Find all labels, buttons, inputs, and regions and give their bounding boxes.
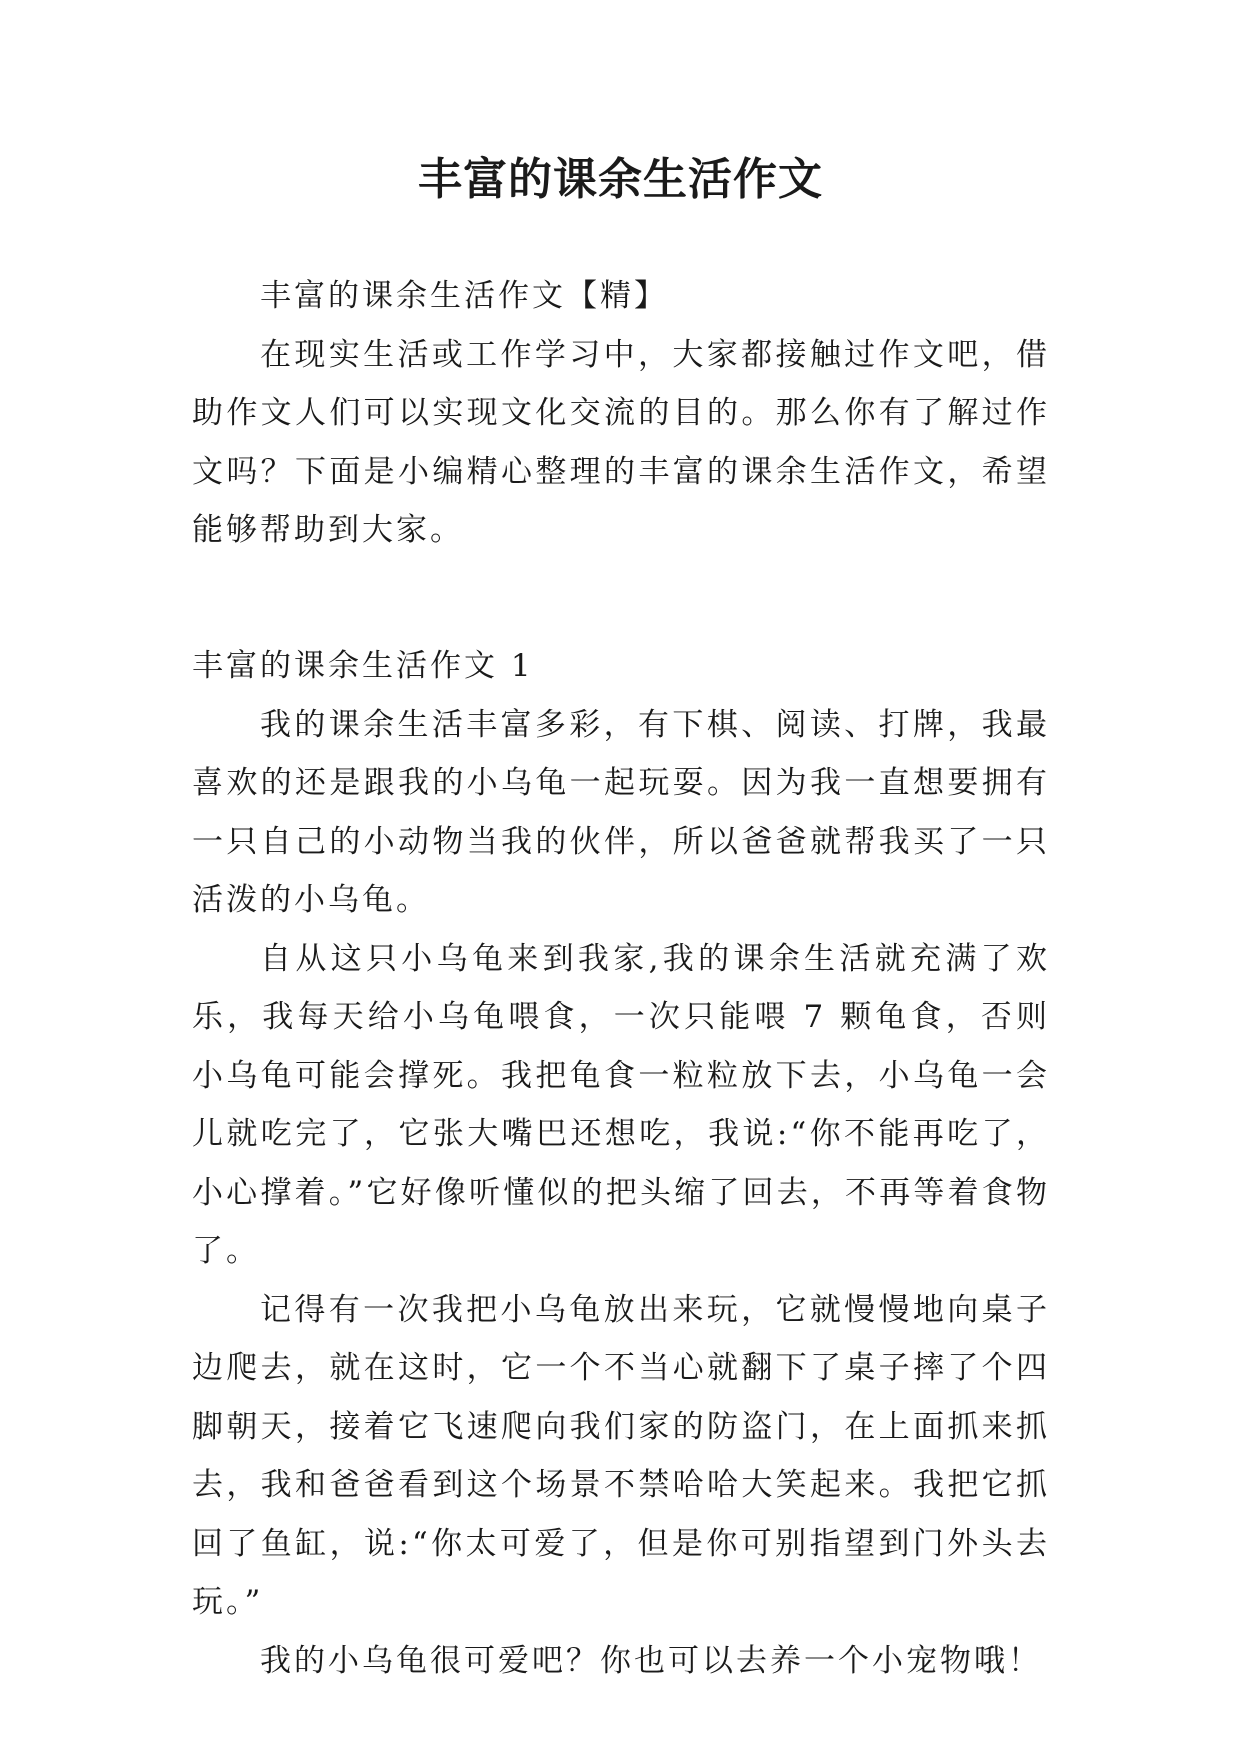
section-paragraph: 记得有一次我把小乌龟放出来玩，它就慢慢地向桌子边爬去，就在这时，它一个不当心就翻下了桌子摔了个四脚朝天，接着它飞速爬向我们家的防盗门，在上面抓来抓去，我和爸爸看到这个场景不禁哈哈大笑起来。我把它抓回了鱼缸，说:“你太可爱了，但是你可别指望到门外头去玩。” xyxy=(192,1291,1050,1620)
section-paragraph: 自从这只小乌龟来到我家,我的课余生活就充满了欢乐，我每天给小乌龟喂食，一次只能喂 7 颗龟食，否则小乌龟可能会撑死。我把龟食一粒粒放下去，小乌龟一会儿就吃完了，它张大嘴巴还想吃，我说:“你不能再吃了，小心撑着。”它好像听懂似的把头缩了回去，不再等着食物了。 xyxy=(192,940,1050,1269)
intro-block xyxy=(192,267,1050,560)
intro-subtitle: 丰富的课余生活作文【精】 xyxy=(260,278,668,314)
section-paragraph: 我的课余生活丰富多彩，有下棋、阅读、打牌，我最喜欢的还是跟我的小乌龟一起玩耍。因为我一直想要拥有一只自己的小动物当我的伙伴，所以爸爸就帮我买了一只活泼的小乌龟。 xyxy=(192,706,1050,918)
section-heading: 丰富的课余生活作文 1 xyxy=(192,648,534,684)
document-title: 丰富的课余生活作文 xyxy=(418,154,823,205)
section-paragraph: 我的小乌龟很可爱吧？你也可以去养一个小宠物哦！ xyxy=(260,1642,1042,1679)
section-1-block xyxy=(192,637,1050,1690)
intro-paragraph: 在现实生活或工作学习中，大家都接触过作文吧，借助作文人们可以实现文化交流的目的。那么你有了解过作文吗？下面是小编精心整理的丰富的课余生活作文，希望能够帮助到大家。 xyxy=(192,336,1050,548)
